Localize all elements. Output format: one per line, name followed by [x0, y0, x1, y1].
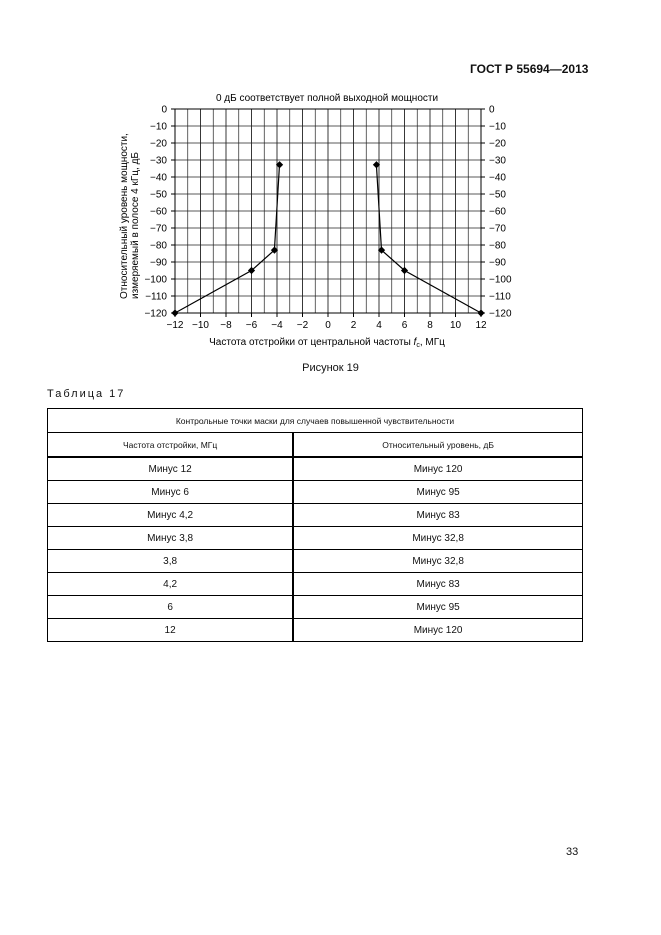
control-points-table	[47, 408, 583, 642]
table-row	[48, 596, 583, 619]
x-tick-label: 2	[350, 320, 357, 331]
y-tick-label-left: −50	[150, 189, 167, 201]
x-tick-label: −8	[220, 320, 232, 331]
x-tick-label: 10	[449, 320, 462, 331]
y-tick-labels-left	[144, 105, 167, 320]
x-tick-label: 0	[325, 320, 331, 331]
x-tick-label: −10	[192, 320, 209, 331]
x-tick-label: 6	[401, 320, 408, 331]
cell-level: Минус 32,8	[293, 527, 582, 550]
y-tick-label-right: −20	[489, 138, 506, 150]
y-tick-label-left: −60	[150, 206, 167, 218]
cell-level: Минус 83	[293, 504, 582, 527]
x-tick-label: 12	[475, 320, 487, 331]
data-point-marker	[171, 309, 178, 316]
cell-frequency: 3,8	[48, 550, 294, 573]
cell-level: Минус 95	[293, 481, 582, 504]
y-tick-label-right: −110	[489, 291, 511, 303]
cell-frequency: 4,2	[48, 573, 294, 596]
cell-level: Минус 83	[293, 573, 582, 596]
y-tick-label-right: −90	[489, 257, 506, 269]
table-row	[48, 550, 583, 573]
y-tick-label-left: −30	[150, 155, 167, 167]
x-tick-labels	[167, 320, 487, 331]
y-tick-label-right: −40	[489, 172, 506, 184]
chart-grid	[175, 109, 481, 313]
y-tick-label-left: −120	[144, 308, 167, 320]
x-tick-label: 4	[376, 320, 382, 331]
chart-title: 0 дБ соответствует полной выходной мощности	[215, 93, 439, 104]
y-axis-label-line1: Относительный уровень мощности,	[119, 133, 130, 299]
y-tick-label-right: −80	[489, 240, 506, 252]
x-tick-label: −12	[166, 320, 184, 331]
y-tick-label-left: −90	[150, 257, 167, 269]
cell-frequency: Минус 3,8	[48, 527, 294, 550]
y-tick-label-right: −60	[489, 206, 506, 218]
cell-level: Минус 95	[293, 596, 582, 619]
y-tick-label-right: 0	[489, 104, 495, 116]
table-row	[48, 457, 583, 481]
y-tick-label-left: −20	[150, 138, 167, 150]
y-tick-labels-right	[489, 105, 512, 320]
y-tick-label-right: −30	[489, 155, 506, 167]
data-point-marker	[477, 309, 484, 316]
cell-frequency: 12	[48, 619, 294, 642]
table-header-row	[48, 433, 583, 458]
x-tick-label: 8	[427, 320, 433, 331]
table-row	[48, 481, 583, 504]
y-tick-label-left: −80	[150, 240, 167, 252]
cell-level: Минус 120	[293, 619, 582, 642]
document-standard-number: ГОСТ Р 55694—2013	[470, 62, 589, 76]
table-label: Таблица 17	[47, 388, 126, 400]
y-axis-label-line2: измеряемый в полосе 4 кГц, дБ	[130, 152, 141, 299]
table-row	[48, 527, 583, 550]
y-tick-label-left: −40	[150, 172, 167, 184]
column-header-frequency: Частота отстройки, МГц	[48, 433, 294, 458]
x-tick-label: −4	[271, 320, 283, 331]
x-axis-label-var: f	[413, 337, 417, 348]
y-tick-label-left: 0	[161, 104, 167, 116]
page-number: 33	[566, 846, 579, 858]
y-axis-label	[119, 130, 141, 299]
y-tick-label-left: −110	[145, 291, 167, 303]
cell-frequency: Минус 12	[48, 457, 294, 481]
table-row	[48, 504, 583, 527]
table-title-row	[48, 409, 583, 433]
cell-frequency: Минус 6	[48, 481, 294, 504]
cell-level: Минус 120	[293, 457, 582, 481]
x-axis-label-suffix: , МГц	[419, 337, 445, 348]
cell-frequency: Минус 4,2	[48, 504, 294, 527]
table-title: Контрольные точки маски для случаев повышенной чувствительности	[48, 409, 583, 433]
y-tick-label-right: −120	[489, 308, 512, 320]
mask-chart	[0, 85, 661, 360]
cell-level: Минус 32,8	[293, 550, 582, 573]
y-tick-label-left: −70	[150, 223, 167, 235]
column-header-level: Относительный уровень, дБ	[293, 433, 582, 458]
y-tick-label-left: −100	[144, 274, 167, 286]
x-axis-label-prefix: Частота отстройки от центральной частоты	[209, 337, 414, 348]
x-axis-label	[209, 337, 445, 349]
y-tick-label-right: −50	[489, 189, 506, 201]
x-tick-label: −2	[296, 320, 309, 331]
y-tick-label-right: −100	[489, 274, 512, 286]
table-row	[48, 573, 583, 596]
table-row	[48, 619, 583, 642]
figure-caption: Рисунок 19	[302, 362, 359, 374]
cell-frequency: 6	[48, 596, 294, 619]
y-tick-label-right: −70	[489, 223, 506, 235]
x-tick-label: −6	[245, 320, 258, 331]
y-tick-label-right: −10	[489, 121, 506, 133]
x-axis-label-sub: c	[416, 342, 420, 349]
series-line-left	[175, 165, 280, 313]
y-tick-label-left: −10	[150, 121, 167, 133]
